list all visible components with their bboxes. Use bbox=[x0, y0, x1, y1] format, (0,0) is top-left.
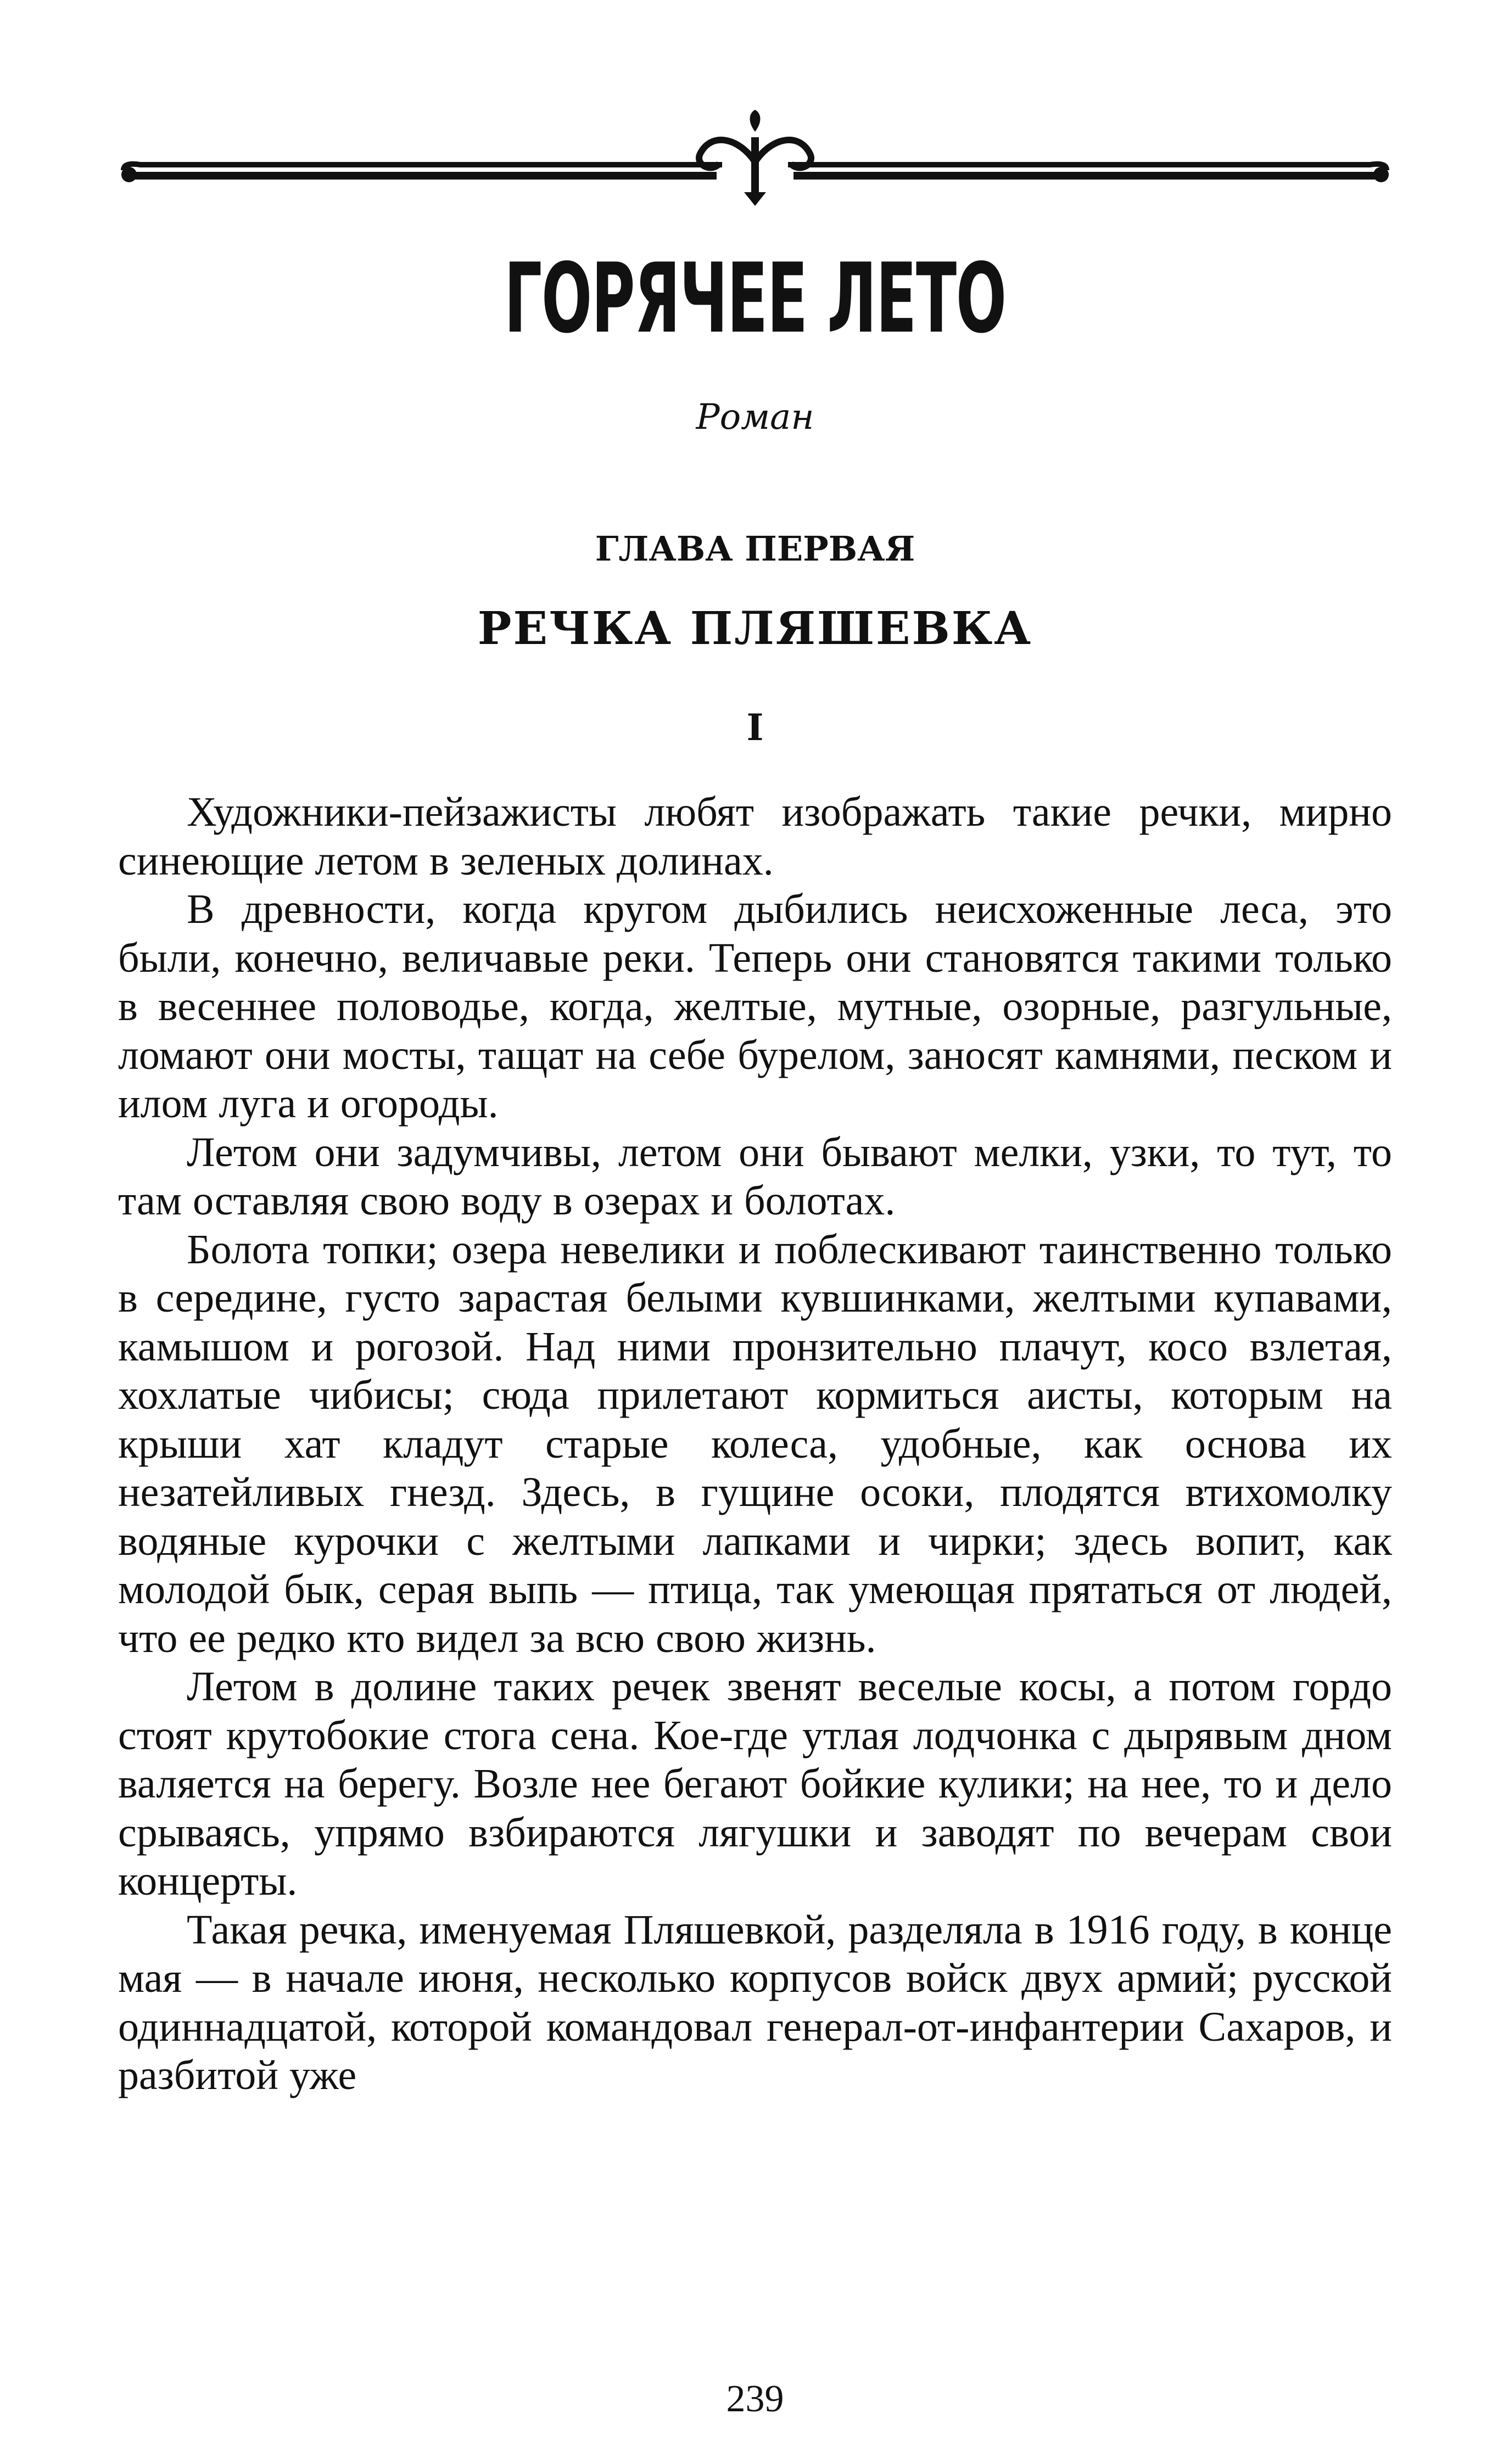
paragraph: Такая речка, именуемая Пляшевкой, разделяла в 1916 году, в конце мая — в начале июня, несколько корпусов войск двух армий; русской одиннадцатой, которой командовал генерал-от-инфантерии Сахаров, и разбитой уже bbox=[118, 1906, 1392, 2098]
paragraph: В древности, когда кругом дыбились неисхоженные леса, это были, конечно, величавые реки. Теперь они становятся такими только в весеннее половодье, когда, желтые, мутные, озорные, разгульные, ломают они мосты, тащат на себе бурелом, заносят камнями, песком и илом луга и огороды. bbox=[118, 886, 1392, 1127]
chapter-title: РЕЧКА ПЛЯШЕВКА bbox=[477, 602, 1033, 655]
book-page bbox=[118, 110, 1392, 2443]
genre-label: Роман bbox=[696, 397, 814, 438]
paragraph: Летом в долине таких речек звенят веселые косы, а потом гордо стоят крутобокие стога сена. Кое-где утлая лодчонка с дырявым дном валяется на берегу. Возле нее бегают бойкие кулики; на нее, то и дело срываясь, упрямо взбираются лягушки и заводят по вечерам свои концерты. bbox=[118, 1664, 1392, 1904]
paragraph: Болота топки; озера невелики и поблескивают таинственно только в середине, густо зарастая белыми кувшинками, желтыми купавами, камышом и рогозой. Над ними пронзительно плачут, косо взлетая, хохлатые чибисы; сюда прилетают кормиться аисты, которым на крыши хат кладут старые колеса, удобные, как основа их незатейливых гнезд. Здесь, в гущине осоки, плодятся втихомолку водяные курочки с желтыми лапками и чирки; здесь вопит, как молодой бык, серая выпь — птица, так умеющая прятаться от людей, что ее редко кто видел за всю свою жизнь. bbox=[118, 1226, 1392, 1661]
section-number: I bbox=[746, 706, 764, 749]
chapter-heading: ГЛАВА ПЕРВАЯ bbox=[595, 529, 915, 569]
decorative-header-ornament bbox=[118, 110, 1392, 209]
page-number: 239 bbox=[726, 2378, 784, 2420]
book-title: ГОРЯЧЕЕ ЛЕТО bbox=[504, 243, 1006, 355]
body-text bbox=[118, 788, 1392, 2100]
paragraph: Летом они задумчивы, летом они бывают мелки, узки, то тут, то там оставляя свою воду в озерах и болотах. bbox=[118, 1129, 1392, 1224]
paragraph: Художники-пейзажисты любят изображать такие речки, мирно синеющие летом в зеленых долинах. bbox=[118, 789, 1392, 884]
